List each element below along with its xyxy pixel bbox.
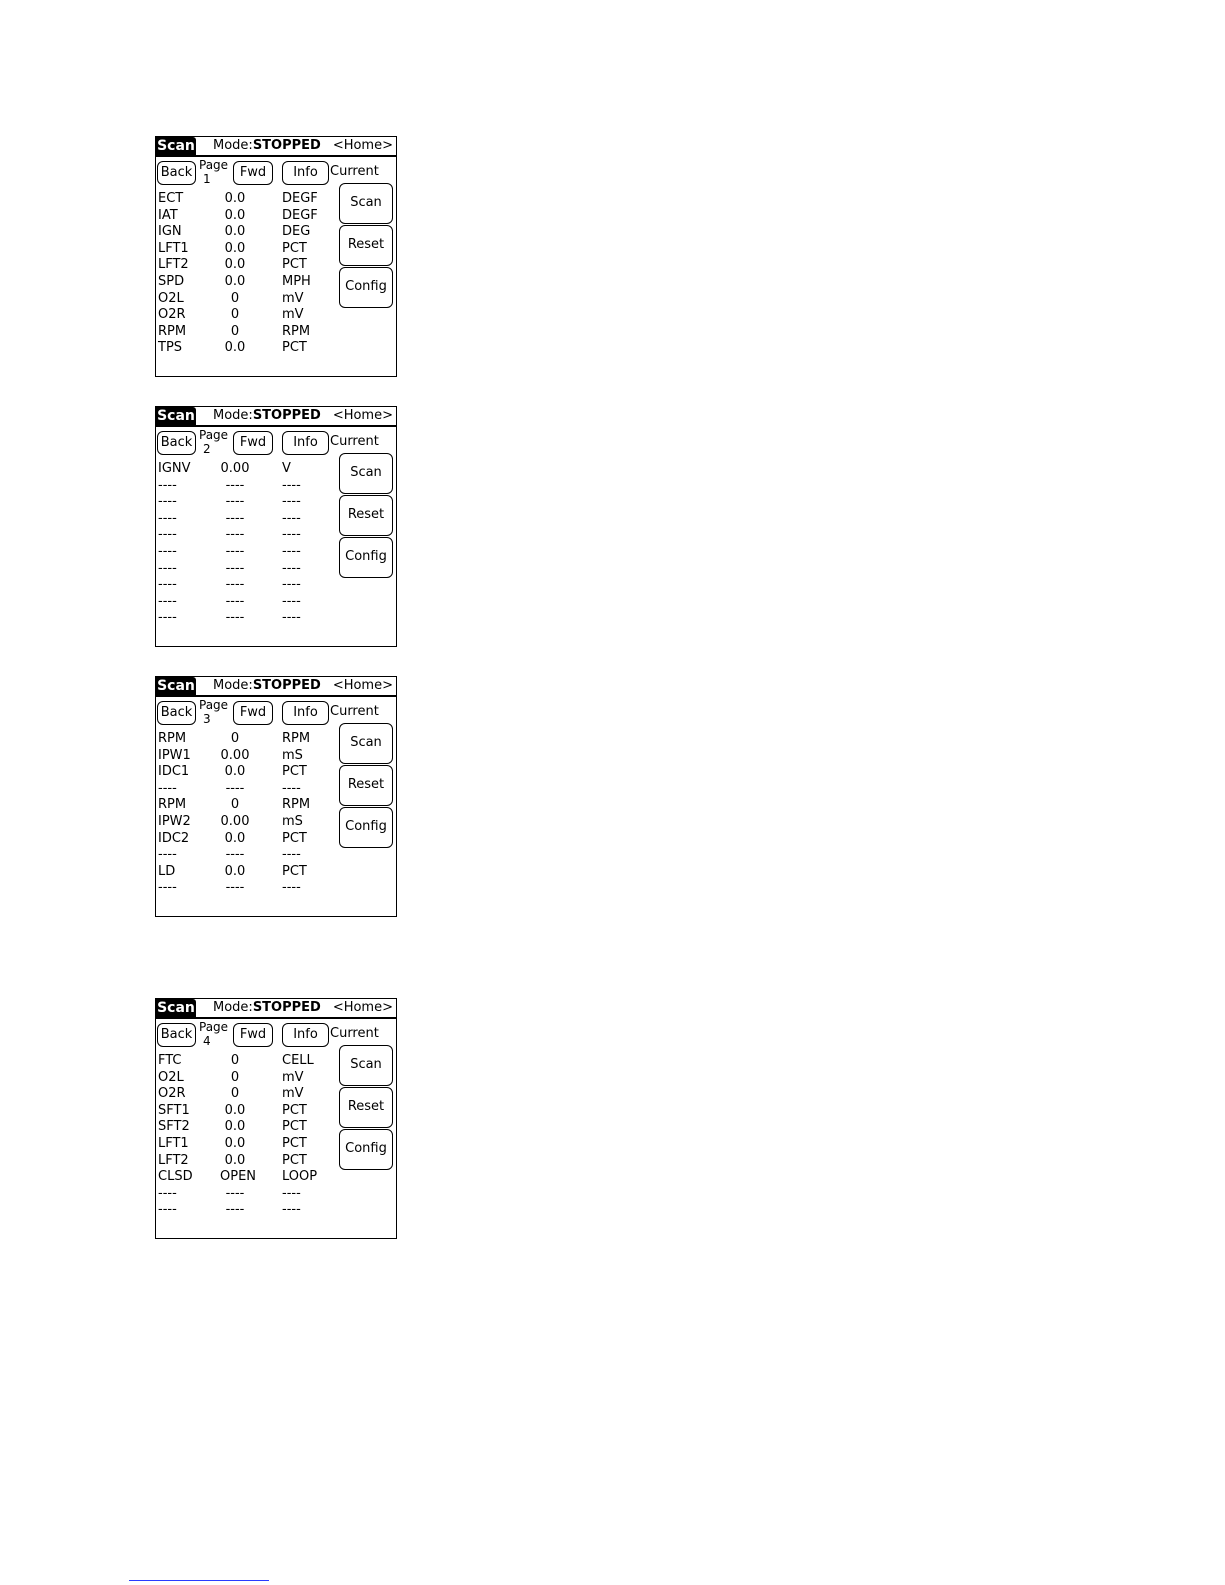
info-button[interactable]: Info: [282, 701, 329, 725]
parameter-unit: ----: [282, 510, 301, 526]
home-link[interactable]: <Home>: [332, 678, 393, 693]
parameter-value: ----: [225, 593, 245, 609]
scan-screen-page-3: [155, 676, 397, 917]
parameter-name: ----: [158, 847, 177, 863]
parameter-name: ----: [158, 610, 177, 626]
parameter-name: LFT1: [158, 1135, 189, 1151]
current-label: Current: [330, 434, 379, 449]
parameter-name: O2R: [158, 1086, 186, 1102]
config-button[interactable]: Config: [339, 267, 393, 308]
mode-label: Mode:: [213, 678, 253, 693]
parameter-value: ----: [225, 847, 245, 863]
parameter-value: 0.0: [224, 1102, 246, 1118]
parameter-unit: ----: [282, 527, 301, 543]
parameter-value: 0.0: [224, 340, 246, 356]
mode-label: Mode:: [213, 1000, 253, 1015]
config-button[interactable]: Config: [339, 807, 393, 848]
parameter-value: 0.0: [224, 1135, 246, 1151]
parameter-name: O2L: [158, 1069, 184, 1085]
back-button[interactable]: Back: [157, 1023, 196, 1047]
parameter-unit: RPM: [282, 797, 311, 813]
parameter-unit: ----: [282, 593, 301, 609]
app-title-tab[interactable]: Scan: [157, 408, 195, 424]
parameter-value: 0.0: [224, 224, 246, 240]
info-button[interactable]: Info: [282, 431, 329, 455]
forward-button[interactable]: Fwd: [233, 431, 273, 455]
home-link[interactable]: <Home>: [332, 138, 393, 153]
parameter-value: ----: [225, 527, 245, 543]
parameter-unit: V: [282, 461, 291, 476]
scan-button[interactable]: Scan: [339, 723, 393, 764]
parameter-value: 0.00: [220, 747, 250, 763]
page-label: Page: [199, 158, 229, 172]
parameter-unit: PCT: [282, 863, 307, 879]
parameter-value: 0.0: [224, 273, 246, 289]
parameter-name: RPM: [158, 797, 187, 813]
page-label: Page: [199, 428, 229, 442]
parameter-value: 0: [230, 797, 240, 813]
title-bar: [156, 137, 396, 157]
parameter-row: [156, 494, 336, 511]
parameter-value: ----: [225, 1202, 245, 1218]
parameter-unit: ----: [282, 577, 301, 593]
parameter-name: IDC2: [158, 830, 190, 846]
parameter-unit: DEGF: [282, 191, 318, 206]
parameter-unit: DEG: [282, 224, 311, 240]
forward-button[interactable]: Fwd: [233, 161, 273, 185]
parameter-row: [156, 208, 336, 225]
parameter-row: [156, 274, 336, 291]
parameter-value: 0.0: [224, 1119, 246, 1135]
parameter-unit: ----: [282, 494, 301, 510]
parameter-row: [156, 478, 336, 495]
info-button[interactable]: Info: [282, 1023, 329, 1047]
parameter-name: ----: [158, 560, 177, 576]
info-button[interactable]: Info: [282, 161, 329, 185]
parameter-row: [156, 291, 336, 308]
parameter-row: [156, 764, 336, 781]
parameter-value: 0: [230, 307, 240, 323]
parameter-row: [156, 511, 336, 528]
scan-button[interactable]: Scan: [339, 1045, 393, 1086]
parameter-unit: ----: [282, 880, 301, 896]
parameter-name: ----: [158, 577, 177, 593]
title-bar: [156, 407, 396, 427]
app-title-tab[interactable]: Scan: [157, 138, 195, 154]
parameter-name: ----: [158, 510, 177, 526]
parameter-value: 0.00: [220, 461, 250, 476]
parameter-name: SFT1: [158, 1102, 190, 1118]
parameter-name: ECT: [158, 191, 184, 206]
parameter-name: LFT2: [158, 1152, 189, 1168]
parameter-row: [156, 1136, 336, 1153]
parameter-unit: ----: [282, 1202, 301, 1218]
mode-value: STOPPED: [252, 138, 321, 153]
reset-button[interactable]: Reset: [339, 225, 393, 266]
parameter-name: LFT2: [158, 257, 189, 273]
home-link[interactable]: <Home>: [332, 1000, 393, 1015]
parameter-value: ----: [225, 543, 245, 559]
parameter-value: 0.0: [224, 191, 246, 206]
parameter-unit: ----: [282, 610, 301, 626]
parameter-list: [156, 191, 336, 357]
scan-screen-page-4: [155, 998, 397, 1239]
parameter-value: ----: [225, 494, 245, 510]
parameter-value: 0: [230, 1053, 240, 1068]
parameter-value: OPEN: [220, 1169, 257, 1185]
parameter-row: [156, 224, 336, 241]
parameter-row: [156, 864, 336, 881]
parameter-name: RPM: [158, 323, 187, 339]
parameter-name: O2R: [158, 307, 186, 323]
parameter-name: ----: [158, 880, 177, 896]
parameter-name: SPD: [158, 273, 185, 289]
back-button[interactable]: Back: [157, 161, 196, 185]
parameter-unit: PCT: [282, 1102, 307, 1118]
parameter-name: O2L: [158, 290, 184, 306]
parameter-row: [156, 257, 336, 274]
parameter-row: [156, 461, 336, 478]
parameter-value: 0: [230, 731, 240, 746]
parameter-value: 0: [230, 1086, 240, 1102]
parameter-row: [156, 1103, 336, 1120]
parameter-row: [156, 1119, 336, 1136]
parameter-unit: mV: [282, 290, 304, 306]
app-title-tab[interactable]: Scan: [157, 1000, 195, 1016]
parameter-value: ----: [225, 510, 245, 526]
parameter-row: [156, 577, 336, 594]
parameter-unit: mS: [282, 747, 303, 763]
parameter-name: IPW1: [158, 747, 191, 763]
parameter-unit: ----: [282, 560, 301, 576]
back-button[interactable]: Back: [157, 701, 196, 725]
config-button[interactable]: Config: [339, 1129, 393, 1170]
current-label: Current: [330, 164, 379, 179]
parameter-name: ----: [158, 477, 177, 493]
parameter-row: [156, 1153, 336, 1170]
parameter-row: [156, 610, 336, 627]
parameter-value: ----: [225, 780, 245, 796]
parameter-unit: PCT: [282, 1135, 307, 1151]
parameter-unit: PCT: [282, 764, 307, 780]
parameter-row: [156, 544, 336, 561]
parameter-name: CLSD: [158, 1169, 193, 1185]
page-number: 3: [203, 712, 211, 726]
parameter-row: [156, 748, 336, 765]
mode-indicator: [213, 407, 321, 425]
parameter-value: 0: [230, 323, 240, 339]
parameter-value: 0.0: [224, 863, 246, 879]
mode-indicator: [213, 137, 321, 155]
parameter-name: ----: [158, 1185, 177, 1201]
parameter-name: LFT1: [158, 240, 189, 256]
parameter-row: [156, 324, 336, 341]
back-button[interactable]: Back: [157, 431, 196, 455]
parameter-row: [156, 1186, 336, 1203]
parameter-name: IAT: [158, 207, 178, 223]
parameter-name: ----: [158, 543, 177, 559]
parameter-name: IGNV: [158, 461, 191, 476]
parameter-unit: mV: [282, 307, 304, 323]
parameter-value: 0.0: [224, 240, 246, 256]
parameter-row: [156, 594, 336, 611]
home-link[interactable]: <Home>: [332, 408, 393, 423]
parameter-row: [156, 241, 336, 258]
parameter-row: [156, 781, 336, 798]
forward-button[interactable]: Fwd: [233, 701, 273, 725]
parameter-list: [156, 1053, 336, 1219]
page-number: 2: [203, 442, 211, 456]
parameter-name: ----: [158, 494, 177, 510]
parameter-row: [156, 307, 336, 324]
parameter-value: ----: [225, 477, 245, 493]
parameter-value: 0.00: [220, 813, 250, 829]
page-label: Page: [199, 698, 229, 712]
parameter-unit: PCT: [282, 340, 307, 356]
parameter-name: TPS: [158, 340, 183, 356]
parameter-value: ----: [225, 610, 245, 626]
parameter-value: 0.0: [224, 207, 246, 223]
page-number: 1: [203, 172, 211, 186]
parameter-row: [156, 797, 336, 814]
parameter-value: 0.0: [224, 257, 246, 273]
parameter-unit: mV: [282, 1069, 304, 1085]
reset-button[interactable]: Reset: [339, 495, 393, 536]
parameter-row: [156, 831, 336, 848]
page-label: Page: [199, 1020, 229, 1034]
parameter-name: LD: [158, 863, 176, 879]
parameter-name: ----: [158, 780, 177, 796]
mode-indicator: [213, 677, 321, 695]
parameter-name: SFT2: [158, 1119, 190, 1135]
parameter-unit: PCT: [282, 257, 307, 273]
mode-value: STOPPED: [252, 408, 321, 423]
parameter-value: 0: [230, 1069, 240, 1085]
parameter-value: ----: [225, 880, 245, 896]
parameter-row: [156, 1169, 336, 1186]
parameter-unit: mS: [282, 813, 303, 829]
parameter-list: [156, 731, 336, 897]
parameter-name: ----: [158, 1202, 177, 1218]
parameter-name: IGN: [158, 224, 182, 240]
reset-button[interactable]: Reset: [339, 1087, 393, 1128]
parameter-value: 0.0: [224, 830, 246, 846]
parameter-value: 0: [230, 290, 240, 306]
parameter-unit: RPM: [282, 323, 311, 339]
parameter-row: [156, 1053, 336, 1070]
parameter-unit: PCT: [282, 1119, 307, 1135]
parameter-row: [156, 731, 336, 748]
current-label: Current: [330, 704, 379, 719]
parameter-name: FTC: [158, 1053, 182, 1068]
parameter-row: [156, 1086, 336, 1103]
mode-label: Mode:: [213, 138, 253, 153]
parameter-row: [156, 1070, 336, 1087]
parameter-name: ----: [158, 593, 177, 609]
title-bar: [156, 677, 396, 697]
parameter-name: IDC1: [158, 764, 190, 780]
parameter-name: IPW2: [158, 813, 191, 829]
parameter-unit: ----: [282, 1185, 301, 1201]
mode-indicator: [213, 999, 321, 1017]
current-label: Current: [330, 1026, 379, 1041]
parameter-value: 0.0: [224, 764, 246, 780]
parameter-unit: PCT: [282, 1152, 307, 1168]
scan-button[interactable]: Scan: [339, 183, 393, 224]
forward-button[interactable]: Fwd: [233, 1023, 273, 1047]
parameter-value: ----: [225, 560, 245, 576]
mode-value: STOPPED: [252, 678, 321, 693]
scan-button[interactable]: Scan: [339, 453, 393, 494]
config-button[interactable]: Config: [339, 537, 393, 578]
parameter-unit: ----: [282, 543, 301, 559]
footnote-separator: [129, 1580, 269, 1581]
parameter-row: [156, 814, 336, 831]
parameter-unit: DEGF: [282, 207, 318, 223]
scan-screen-page-1: [155, 136, 397, 377]
parameter-row: [156, 847, 336, 864]
parameter-unit: RPM: [282, 731, 311, 746]
parameter-name: ----: [158, 527, 177, 543]
parameter-unit: ----: [282, 847, 301, 863]
title-bar: [156, 999, 396, 1019]
parameter-unit: PCT: [282, 240, 307, 256]
parameter-name: RPM: [158, 731, 187, 746]
parameter-row: [156, 527, 336, 544]
parameter-value: ----: [225, 1185, 245, 1201]
page-number: 4: [203, 1034, 211, 1048]
parameter-unit: LOOP: [282, 1169, 318, 1185]
parameter-unit: MPH: [282, 273, 311, 289]
parameter-row: [156, 340, 336, 357]
mode-label: Mode:: [213, 408, 253, 423]
parameter-unit: ----: [282, 780, 301, 796]
parameter-unit: mV: [282, 1086, 304, 1102]
parameter-unit: ----: [282, 477, 301, 493]
parameter-row: [156, 561, 336, 578]
mode-value: STOPPED: [252, 1000, 321, 1015]
parameter-row: [156, 1202, 336, 1219]
reset-button[interactable]: Reset: [339, 765, 393, 806]
scan-screen-page-2: [155, 406, 397, 647]
parameter-row: [156, 880, 336, 897]
parameter-unit: PCT: [282, 830, 307, 846]
parameter-value: ----: [225, 577, 245, 593]
parameter-unit: CELL: [282, 1053, 314, 1068]
parameter-row: [156, 191, 336, 208]
app-title-tab[interactable]: Scan: [157, 678, 195, 694]
parameter-list: [156, 461, 336, 627]
parameter-value: 0.0: [224, 1152, 246, 1168]
